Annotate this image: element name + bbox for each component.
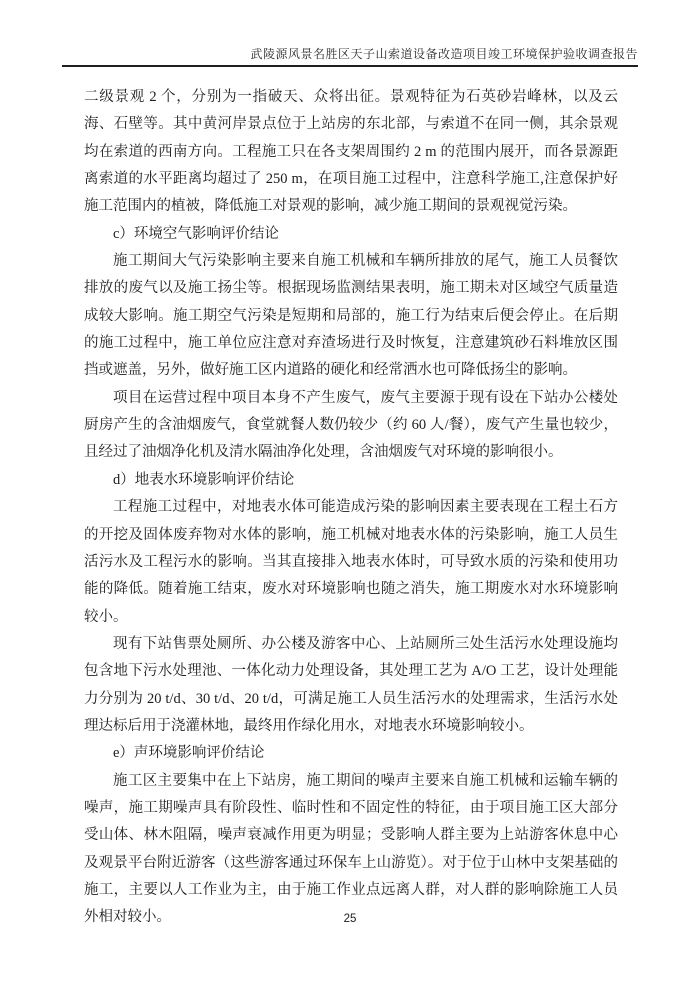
page-number: 25 xyxy=(343,913,357,925)
running-title: 武陵源风景名胜区天子山索道设备改造项目竣工环境保护验收调查报告 xyxy=(250,47,638,61)
page-footer xyxy=(0,913,700,925)
page-header xyxy=(62,47,638,67)
paragraph-sewage-treatment-facilities: 现有下站售票处厕所、办公楼及游客中心、上站厕所三处生活污水处理设施均包含地下污水处理池、一体化动力处理设备，其处理工艺为 A/O 工艺，设计处理能力分别为 20 t/d、30 t/d、20 t/d，可满足施工人员生活污水的处理需求，生活污水处理达标后用于浇灌林地，最终用作绿化用水，对地表水环境影响较小。 xyxy=(84,635,618,734)
paragraph-landscape-impact-conclusion: 二级景观 2 个，分别为一指破天、众将出征。景观特征为石英砂岩峰林，以及云海、石壁等。其中黄河岸景点位于上站房的东北部，与索道不在同一侧，其余景观均在索道的西南方向。工程施工只在各支架周围约 2 m 的范围内展开，而各景源距离索道的水平距离均超过了 250 m，在项目施工过程中，注意科学施工,注意保护好施工范围内的植被，降低施工对景观的影响，减少施工期间的景观视觉污染。 xyxy=(84,89,618,215)
paragraph-construction-water-impact: 工程施工过程中，对地表水体可能造成污染的影响因素主要表现在工程土石方的开挖及固体废弃物对水体的影响，施工机械对地表水体的污染影响，施工人员生活污水及工程污水的影响。当其直接排入地表水体时，可导致水质的污染和使用功能的降低。随着施工结束，废水对环境影响也随之消失，施工期废水对水环境影响较小。 xyxy=(84,499,618,625)
document-body xyxy=(84,84,618,932)
paragraph-operation-air-impact: 项目在运营过程中项目本身不产生废气，废气主要源于现有设在下站办公楼处厨房产生的含油烟废气，食堂就餐人数仍较少（约 60 人/餐），废气产生量也较少，且经过了油烟净化机及清水隔油净化处理，含油烟废气对环境的影响很小。 xyxy=(84,389,618,461)
heading-surface-water-conclusion: d）地表水环境影响评价结论 xyxy=(113,471,295,488)
paragraph-construction-air-impact: 施工期间大气污染影响主要来自施工机械和车辆所排放的尾气，施工人员餐饮排放的废气以及施工扬尘等。根据现场监测结果表明，施工期未对区域空气质量造成较大影响。施工期空气污染是短期和局部的，施工行为结束后便会停止。在后期的施工过程中，施工单位应注意对弃渣场进行及时恢复，注意建筑砂石料堆放区围挡或遮盖，另外，做好施工区内道路的硬化和经常洒水也可降低扬尘的影响。 xyxy=(84,253,618,379)
heading-air-quality-conclusion: c）环境空气影响评价结论 xyxy=(113,225,279,242)
heading-noise-conclusion: e）声环境影响评价结论 xyxy=(113,745,265,762)
paragraph-noise-impact: 施工区主要集中在上下站房，施工期间的噪声主要来自施工机械和运输车辆的噪声，施工期噪声具有阶段性、临时性和不固定性的特征，由于项目施工区大部分受山体、林木阻隔，噪声衰减作用更为明显；受影响人群主要为上站游客休息中心及观景平台附近游客（这些游客通过环保车上山游览）。对于位于山林中支架基础的施工，主要以人工作业为主，由于施工作业点远离人群，对人群的影响除施工人员外相对较小。 xyxy=(84,772,618,926)
